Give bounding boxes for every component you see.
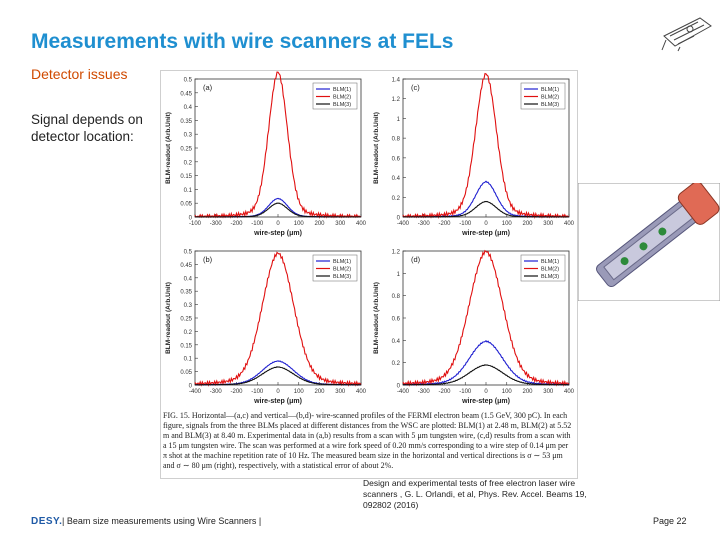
figure-panel xyxy=(160,70,578,479)
y-tick-label: 0.05 xyxy=(180,201,192,208)
y-tick-label: 0 xyxy=(396,215,400,222)
x-tick-label: 200 xyxy=(522,221,533,227)
x-tick-label: -100 xyxy=(459,221,472,227)
x-tick-label: 0 xyxy=(484,389,488,395)
panel-label: (d) xyxy=(411,255,421,264)
x-tick-label: -400 xyxy=(188,389,202,395)
panel-label: (c) xyxy=(411,83,420,92)
footer-text: | Beam size measurements using Wire Scanners | xyxy=(62,516,262,526)
wire-scanner-fork-image xyxy=(578,183,720,301)
y-tick-label: 0 xyxy=(188,383,192,390)
y-tick-label: 0 xyxy=(188,215,192,222)
panel-label: (b) xyxy=(203,255,213,264)
legend-label: BLM(2) xyxy=(541,266,560,273)
y-tick-label: 0.5 xyxy=(183,249,192,256)
plot-a xyxy=(161,71,369,243)
slide-subtitle: Detector issues xyxy=(31,66,128,82)
legend-label: BLM(1) xyxy=(333,87,352,94)
y-tick-label: 0.15 xyxy=(180,174,192,181)
y-tick-label: 0.3 xyxy=(183,303,192,310)
x-tick-label: 100 xyxy=(293,221,304,227)
y-tick-label: 0.15 xyxy=(180,343,192,350)
x-tick-label: 100 xyxy=(501,221,512,227)
x-tick-label: 400 xyxy=(563,221,575,227)
x-tick-label: 400 xyxy=(355,389,367,395)
legend-label: BLM(2) xyxy=(333,266,352,273)
y-tick-label: 0.6 xyxy=(391,316,400,323)
x-tick-label: 200 xyxy=(522,389,533,395)
y-tick-label: 0.35 xyxy=(180,118,192,125)
x-tick-label: -100 xyxy=(251,221,264,227)
legend-label: BLM(3) xyxy=(541,274,560,281)
y-tick-label: 0.45 xyxy=(180,262,192,269)
x-tick-label: -200 xyxy=(230,221,243,227)
figure-caption: FIG. 15. Horizontal—(a,c) and vertical—(b,d)- wire-scanned profiles of the FERMI electron beam (1.5 GeV, 300 pC). In each figure, signals from the three BLMs placed at different distances from the WSC are plotted: BLM(1) at 2.48 m, BLM(2) at 5.52 m and BLM(3) at 8.40 m. Experimental data in (a,b) results from a scan with 5 μm tungsten wire, (c,d) results from a scan with a 15 μm tungsten wire. The scan was performed at a wire fork speed of 0.20 mm/s corresponding to a wire step of 0.14 μm per π shot at the machine repetition rate of 10 Hz. The measured beam size in the horizontal and vertical directions is σ ∼ 53 μm and σ ∼ 80 μm (right), respectively, with a statistical error of about 2%. xyxy=(163,411,572,470)
x-tick-label: -100 xyxy=(251,389,264,395)
x-tick-label: 0 xyxy=(276,221,280,227)
x-tick-label: 100 xyxy=(293,389,304,395)
x-tick-label: -100 xyxy=(188,221,202,227)
y-tick-label: 0.5 xyxy=(183,77,192,84)
x-tick-label: 0 xyxy=(276,389,280,395)
x-tick-label: -400 xyxy=(396,389,410,395)
x-tick-label: 300 xyxy=(335,389,346,395)
y-tick-label: 0.4 xyxy=(391,338,400,345)
legend-label: BLM(3) xyxy=(541,102,560,109)
y-tick-label: 0.1 xyxy=(183,356,192,363)
x-axis-label: wire-step (μm) xyxy=(254,398,302,405)
y-tick-label: 0.2 xyxy=(391,361,400,368)
y-axis-label: BLM-readout (Arb.Unit) xyxy=(165,282,172,354)
y-tick-label: 1.2 xyxy=(391,97,400,104)
x-tick-label: 200 xyxy=(314,389,325,395)
y-tick-label: 1 xyxy=(396,271,400,278)
reference-text: Design and experimental tests of free electron laser wire scanners , G. L. Orlandi, et al, Phys. Rev. Accel. Beams 19, 092802 (2016) xyxy=(363,478,587,510)
wire-scanner-sketch-icon xyxy=(660,14,715,52)
x-tick-label: -300 xyxy=(417,389,430,395)
desy-logo: DESY. xyxy=(31,516,63,527)
legend-label: BLM(2) xyxy=(333,94,352,101)
y-tick-label: 0.05 xyxy=(180,370,192,377)
x-tick-label: 0 xyxy=(484,221,488,227)
y-tick-label: 0.4 xyxy=(183,276,192,283)
x-axis-label: wire-step (μm) xyxy=(254,230,302,237)
y-axis-label: BLM-readout (Arb.Unit) xyxy=(373,282,380,354)
y-tick-label: 0.4 xyxy=(391,176,400,183)
y-tick-label: 0.2 xyxy=(183,160,192,167)
y-tick-label: 0.35 xyxy=(180,289,192,296)
y-tick-label: 1 xyxy=(396,116,400,123)
y-axis-label: BLM-readout (Arb.Unit) xyxy=(165,112,172,184)
legend-label: BLM(2) xyxy=(541,94,560,101)
x-tick-label: 300 xyxy=(543,389,554,395)
plot-d xyxy=(369,243,577,411)
x-tick-label: -400 xyxy=(396,221,410,227)
y-tick-label: 0.25 xyxy=(180,316,192,323)
panel-label: (a) xyxy=(203,83,213,92)
x-tick-label: 400 xyxy=(563,389,575,395)
y-tick-label: 0.3 xyxy=(183,132,192,139)
x-tick-label: -300 xyxy=(209,221,222,227)
y-tick-label: 0.45 xyxy=(180,91,192,98)
x-tick-label: 200 xyxy=(314,221,325,227)
legend-label: BLM(1) xyxy=(541,87,560,94)
y-tick-label: 1.4 xyxy=(391,77,400,84)
x-axis-label: wire-step (μm) xyxy=(462,398,510,405)
legend-label: BLM(1) xyxy=(333,259,352,266)
x-tick-label: 300 xyxy=(543,221,554,227)
x-tick-label: 300 xyxy=(335,221,346,227)
x-tick-label: -300 xyxy=(209,389,222,395)
x-tick-label: 400 xyxy=(355,221,367,227)
slide-title: Measurements with wire scanners at FELs xyxy=(31,30,454,53)
y-tick-label: 0 xyxy=(396,383,400,390)
legend-label: BLM(1) xyxy=(541,259,560,266)
x-tick-label: -300 xyxy=(417,221,430,227)
x-tick-label: -200 xyxy=(230,389,243,395)
y-tick-label: 0.25 xyxy=(180,146,192,153)
y-tick-label: 0.4 xyxy=(183,105,192,112)
legend-label: BLM(3) xyxy=(333,102,352,109)
y-tick-label: 1.2 xyxy=(391,249,400,256)
body-text: Signal depends on detector location: xyxy=(31,112,143,144)
y-tick-label: 0.2 xyxy=(183,329,192,336)
x-tick-label: -200 xyxy=(438,221,451,227)
legend-label: BLM(3) xyxy=(333,274,352,281)
plot-b xyxy=(161,243,369,411)
x-tick-label: -200 xyxy=(438,389,451,395)
x-tick-label: 100 xyxy=(501,389,512,395)
y-tick-label: 0.1 xyxy=(183,187,192,194)
y-tick-label: 0.8 xyxy=(391,136,400,143)
x-axis-label: wire-step (μm) xyxy=(462,230,510,237)
y-axis-label: BLM-readout (Arb.Unit) xyxy=(373,112,380,184)
y-tick-label: 0.8 xyxy=(391,294,400,301)
plot-c xyxy=(369,71,577,243)
page-number: Page 22 xyxy=(653,516,687,526)
y-tick-label: 0.2 xyxy=(391,195,400,202)
y-tick-label: 0.6 xyxy=(391,156,400,163)
x-tick-label: -100 xyxy=(459,389,472,395)
